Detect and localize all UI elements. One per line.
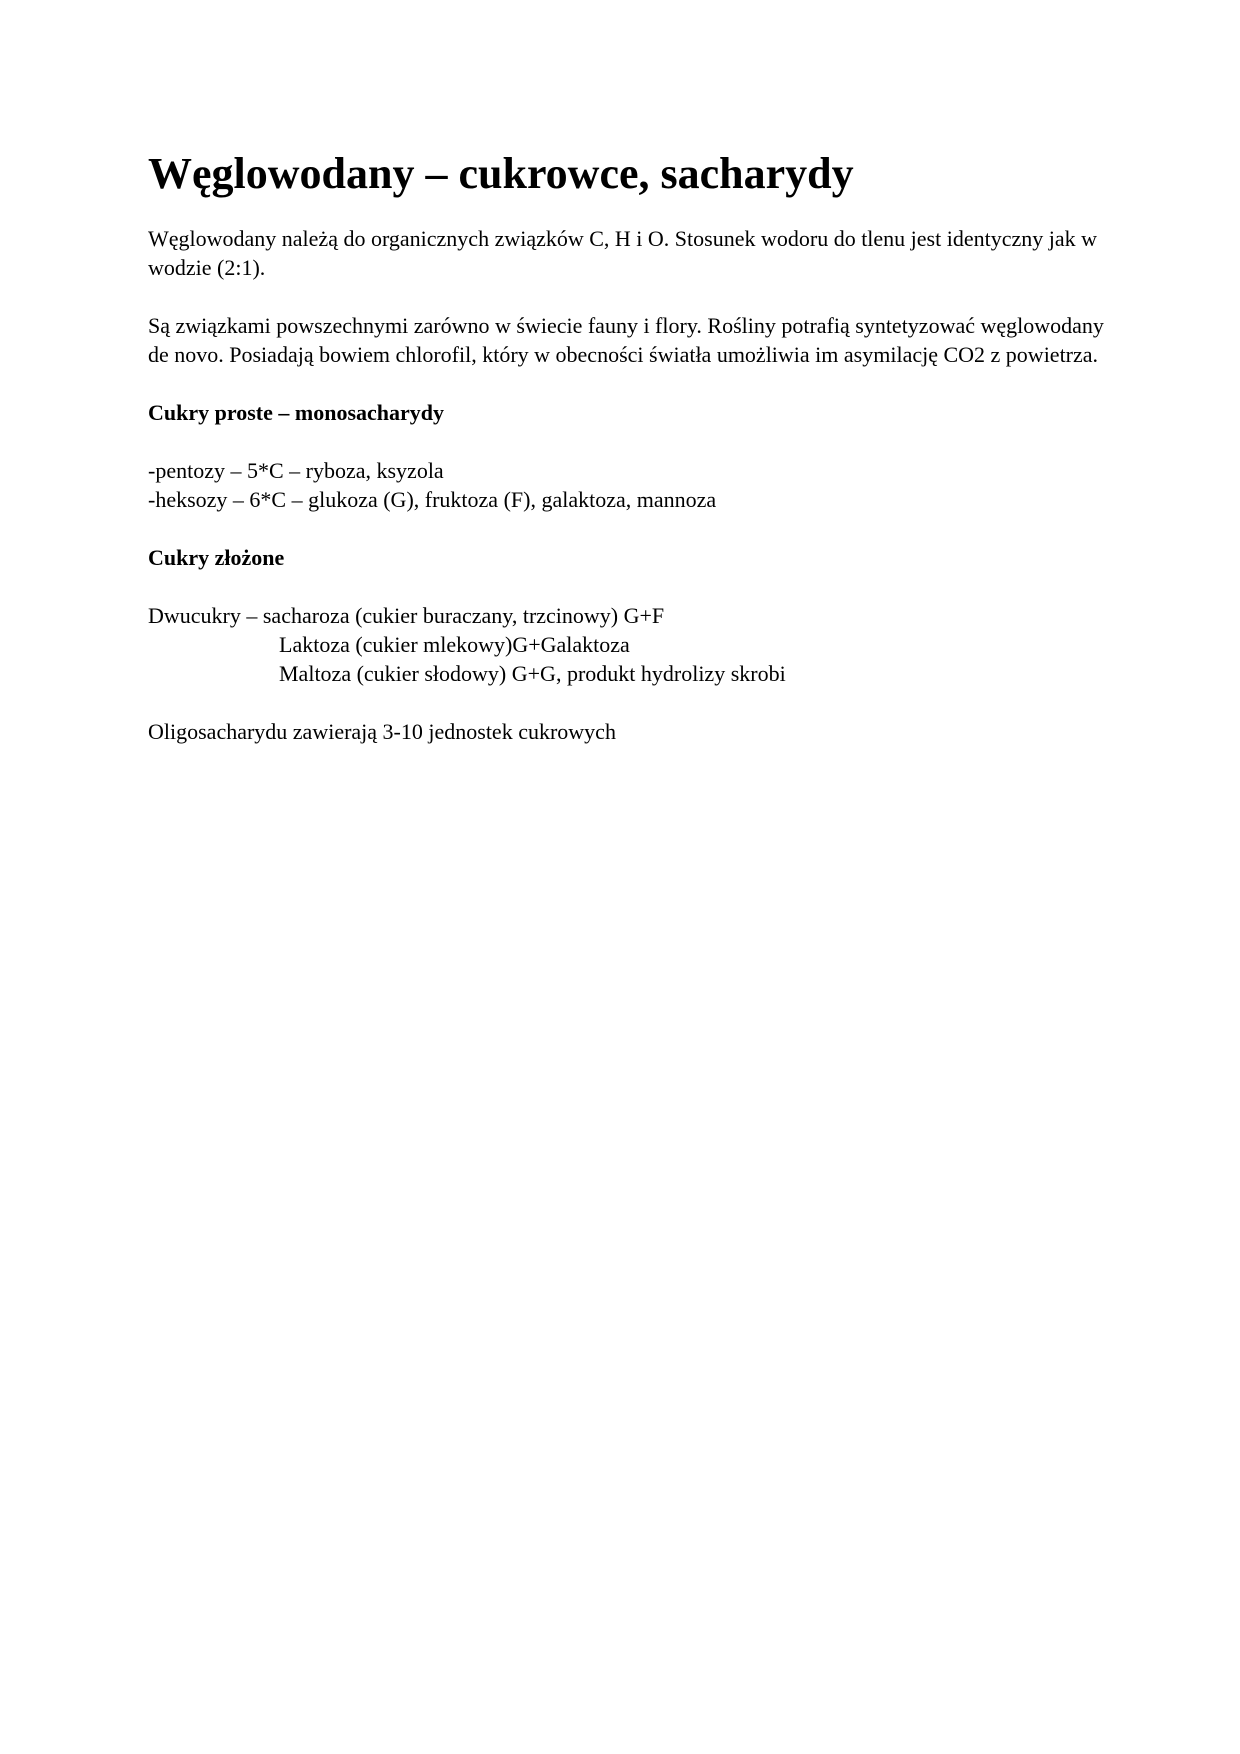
complex-sugars-list [148, 601, 1108, 688]
section-heading-complex-sugars: Cukry złożone [148, 545, 285, 570]
occurrence-paragraph: Są związkami powszechnymi zarówno w świecie fauny i flory. Rośliny potrafią syntetyzować węglowodany de novo. Posiadają bowiem chlorofil, który w obecności światła umożliwia im asymilację CO2 z powietrza. [148, 313, 1104, 367]
list-item-hexoses: -heksozy – 6*C – glukoza (G), fruktoza (F), galaktoza, mannoza [148, 487, 717, 512]
document-title: Węglowodany – cukrowce, sacharydy [148, 149, 854, 198]
list-item-maltose: Maltoza (cukier słodowy) G+G, produkt hydrolizy skrobi [279, 661, 786, 686]
intro-paragraph: Węglowodany należą do organicznych związków C, H i O. Stosunek wodoru do tlenu jest identyczny jak w wodzie (2:1). [148, 226, 1098, 280]
list-item-lactose: Laktoza (cukier mlekowy)G+Galaktoza [279, 632, 630, 657]
simple-sugars-list [148, 456, 1108, 514]
list-item-sucrose: Dwucukry – sacharoza (cukier buraczany, trzcinowy) G+F [148, 603, 665, 628]
section-heading-simple-sugars: Cukry proste – monosacharydy [148, 400, 445, 425]
document-content [148, 146, 1108, 775]
list-item-pentoses: -pentozy – 5*C – ryboza, ksyzola [148, 458, 444, 483]
closing-paragraph: Oligosacharydu zawierają 3-10 jednostek cukrowych [148, 719, 616, 744]
